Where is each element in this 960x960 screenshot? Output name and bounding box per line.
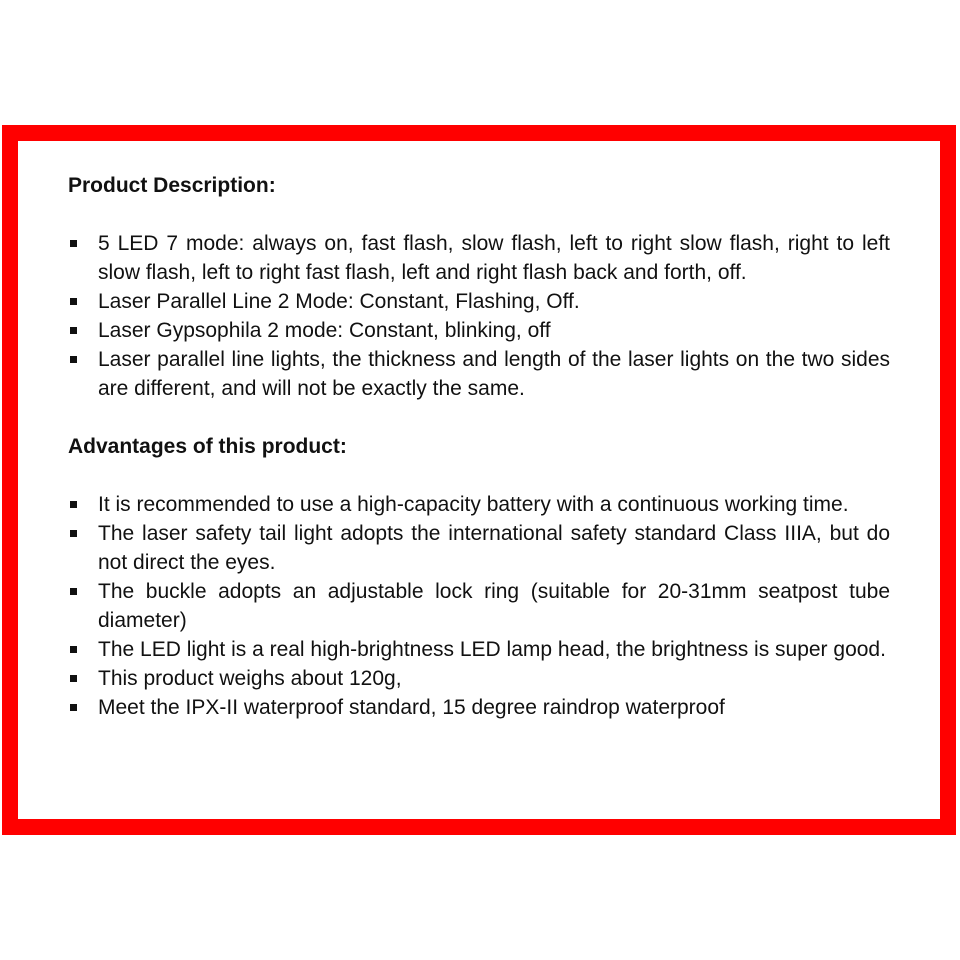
list-item-text: Meet the IPX-II waterproof standard, 15 degree raindrop waterproof [98,696,725,719]
square-bullet-icon [70,646,77,653]
description-content [68,171,890,722]
product-description-heading: Product Description: [68,174,276,197]
list-item-text: The LED light is a real high-brightness LED lamp head, the brightness is super good. [98,638,886,661]
list-item-text: The laser safety tail light adopts the international safety standard Class IIIA, but do not direct the eyes. [98,522,890,574]
list-item [68,316,890,345]
square-bullet-icon [70,240,77,247]
list-item [68,490,890,519]
list-item [68,664,890,693]
square-bullet-icon [70,298,77,305]
product-description-list [68,229,890,403]
spacer [68,403,890,432]
list-item-text: This product weighs about 120g, [98,667,402,690]
list-item [68,693,890,722]
list-item-text: Laser parallel line lights, the thickness and length of the laser lights on the two sides are different, and will not be exactly the same. [98,348,890,400]
square-bullet-icon [70,588,77,595]
square-bullet-icon [70,704,77,711]
list-item [68,577,890,635]
advantages-heading: Advantages of this product: [68,435,347,458]
red-frame [2,125,956,835]
list-item-text: 5 LED 7 mode: always on, fast flash, slow flash, left to right slow flash, right to left slow flash, left to right fast flash, left and right flash back and forth, off. [98,232,890,284]
list-item-text: Laser Parallel Line 2 Mode: Constant, Flashing, Off. [98,290,580,313]
spacer [68,200,890,229]
list-item [68,345,890,403]
list-item [68,229,890,287]
list-item-text: Laser Gypsophila 2 mode: Constant, blinking, off [98,319,551,342]
square-bullet-icon [70,327,77,334]
square-bullet-icon [70,501,77,508]
square-bullet-icon [70,356,77,363]
square-bullet-icon [70,530,77,537]
square-bullet-icon [70,675,77,682]
list-item [68,635,890,664]
list-item-text: The buckle adopts an adjustable lock ring (suitable for 20-31mm seatpost tube diameter) [98,580,890,632]
list-item-text: It is recommended to use a high-capacity battery with a continuous working time. [98,493,849,516]
spacer [68,461,890,490]
advantages-list [68,490,890,722]
list-item [68,287,890,316]
list-item [68,519,890,577]
